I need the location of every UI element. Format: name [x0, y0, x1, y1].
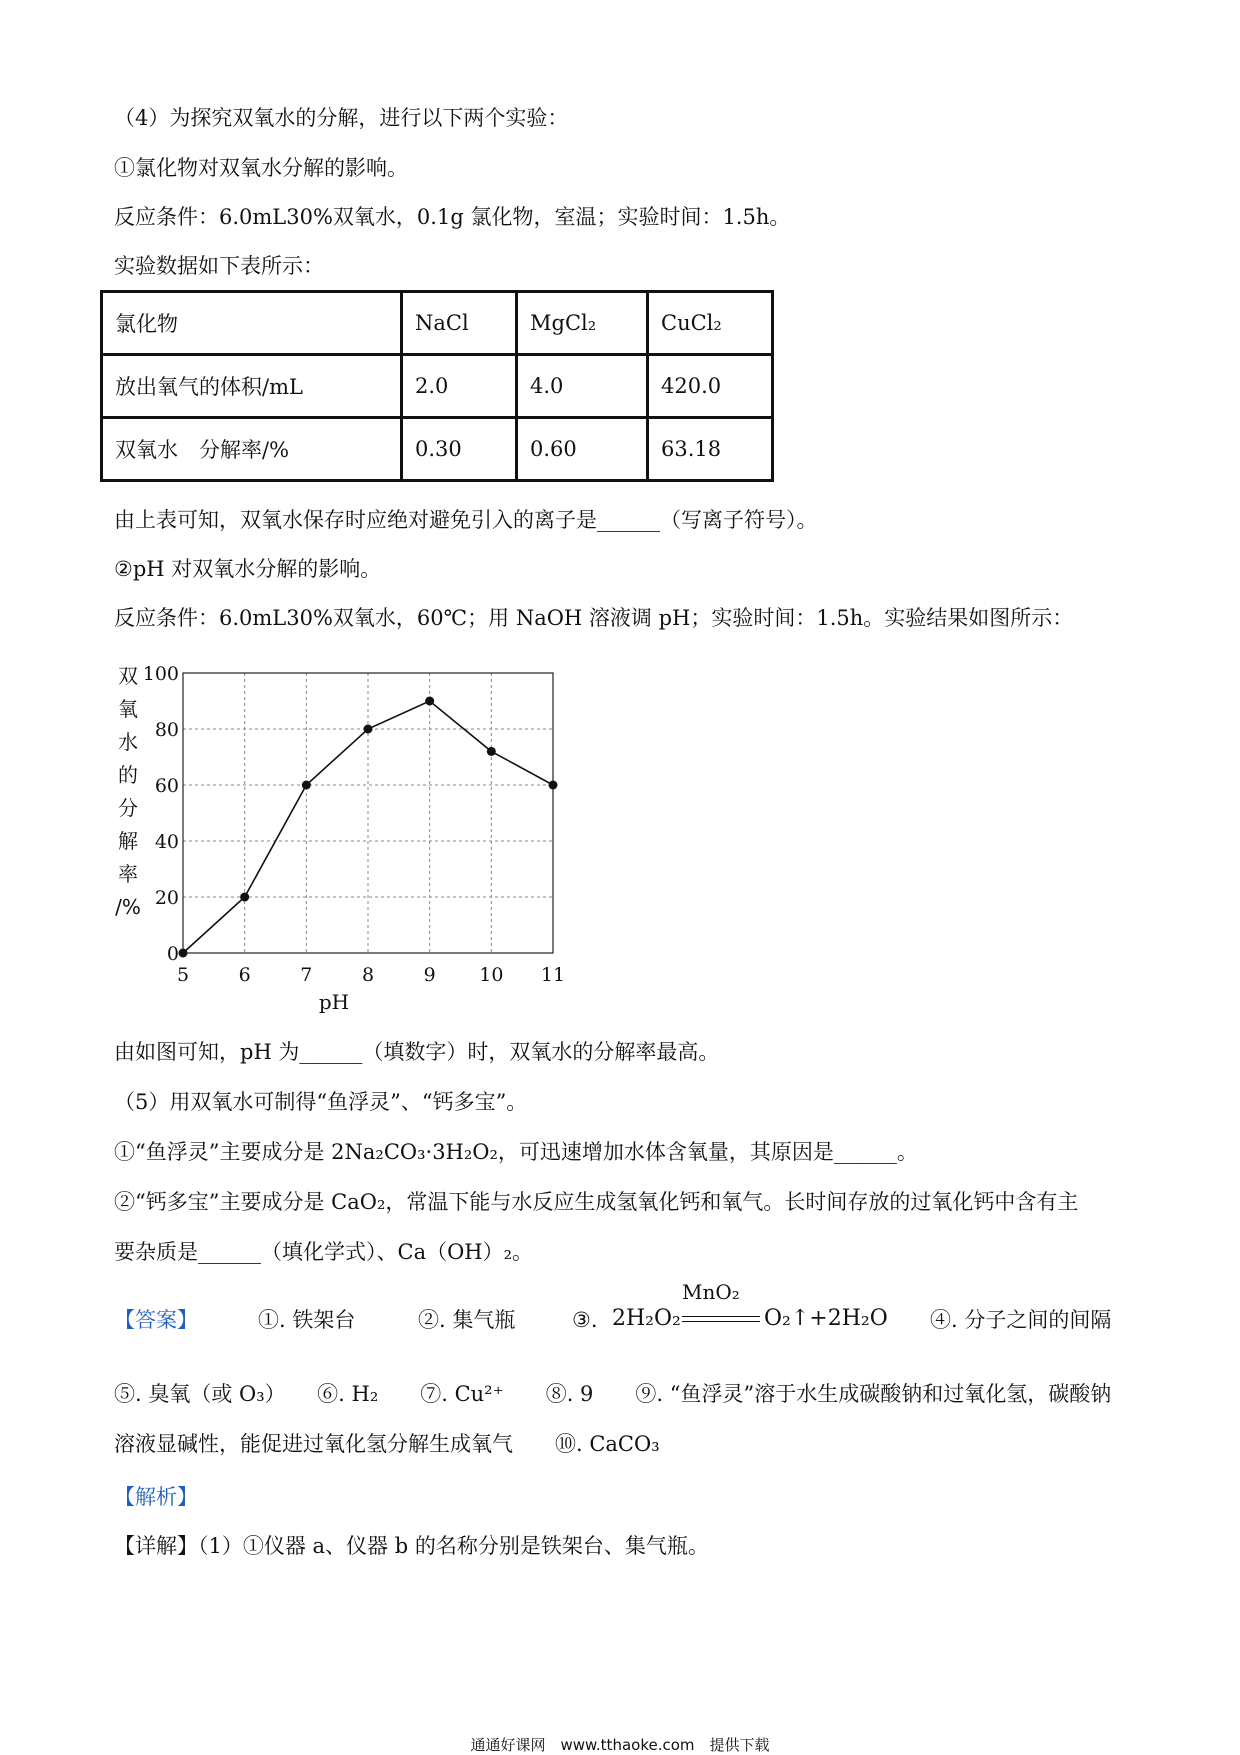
question-ion: 由上表可知，双氧水保存时应绝对避免引入的离子是______（写离子符号）。	[114, 508, 818, 532]
analysis-label: 【解析】	[114, 1485, 198, 1509]
page-footer: 通通好课网 www.tthaoke.com 提供下载	[470, 1736, 770, 1754]
equation-double-line	[682, 1316, 760, 1322]
answer-2: ②. 集气瓶	[418, 1308, 516, 1332]
answer-line2: ⑤. 臭氧（或 O₃） ⑥. H₂ ⑦. Cu²⁺ ⑧. 9 ⑨. “鱼浮灵”溶于水生成碳酸钠和过氧化氢，碳酸钠	[114, 1382, 1112, 1406]
x-tick-label: 8	[361, 964, 375, 986]
y-axis-label-char: 水	[118, 730, 138, 754]
y-axis-label-char: 的	[118, 763, 138, 787]
y-tick-label: 100	[142, 663, 179, 685]
answer-label: 【答案】	[114, 1308, 198, 1332]
data-point	[425, 697, 434, 706]
q5-2-line2: 要杂质是______（填化学式）、Ca（OH）₂。	[114, 1240, 534, 1264]
y-axis-label-char: 氧	[118, 697, 138, 721]
table-cell: 双氧水 分解率/%	[102, 418, 402, 481]
table-cell: NaCl	[402, 292, 517, 355]
y-tick-label: 20	[154, 887, 179, 909]
data-point	[179, 949, 188, 958]
table-cell: 氯化物	[102, 292, 402, 355]
answer-3-equation	[612, 1282, 892, 1338]
y-axis-label-char: 分	[118, 796, 138, 820]
y-tick-label: 0	[166, 943, 179, 965]
equation-catalyst: MnO₂	[682, 1280, 740, 1304]
x-tick-label: 7	[300, 964, 313, 986]
x-tick-label: 9	[423, 964, 436, 986]
table-row	[102, 355, 773, 418]
table-cell: 放出氧气的体积/mL	[102, 355, 402, 418]
q5-1: ①“鱼浮灵”主要成分是 2Na₂CO₃·3H₂O₂，可迅速增加水体含氧量，其原因是______。	[114, 1140, 918, 1164]
y-axis-label-char: 解	[118, 829, 138, 853]
y-axis-label-char: 率	[118, 862, 138, 886]
table-cell: MgCl₂	[517, 292, 648, 355]
exp1-conditions: 反应条件：6.0mL30%双氧水，0.1g 氯化物，室温；实验时间：1.5h。	[114, 205, 791, 229]
q4-title: （4）为探究双氧水的分解，进行以下两个实验：	[114, 106, 569, 130]
table-cell: CuCl₂	[648, 292, 773, 355]
x-tick-label: 5	[176, 964, 190, 986]
answer-3-number: ③.	[572, 1308, 598, 1332]
equation-right: O₂↑+2H₂O	[764, 1306, 888, 1331]
table-row	[102, 292, 773, 355]
data-point	[302, 781, 311, 790]
table-cell: 63.18	[648, 418, 773, 481]
q5-title: （5）用双氧水可制得“鱼浮灵”、“钙多宝”。	[114, 1090, 528, 1114]
y-tick-label: 80	[154, 719, 179, 741]
data-point	[364, 725, 373, 734]
exp2-conditions: 反应条件：6.0mL30%双氧水，60℃；用 NaOH 溶液调 pH；实验时间：1.5h。实验结果如图所示：	[114, 606, 1074, 630]
answer-1: ①. 铁架台	[258, 1308, 356, 1332]
chloride-table	[100, 290, 774, 482]
table-cell: 2.0	[402, 355, 517, 418]
question-ph: 由如图可知，pH 为______（填数字）时，双氧水的分解率最高。	[114, 1040, 720, 1064]
answer-4: ④. 分子之间的间隔	[930, 1308, 1112, 1332]
analysis-detail: 【详解】（1）①仪器 a、仪器 b 的名称分别是铁架台、集气瓶。	[114, 1534, 709, 1558]
table-row	[102, 418, 773, 481]
x-axis-label: pH	[318, 990, 350, 1014]
y-tick-label: 60	[154, 775, 179, 797]
exp1-title: ①氯化物对双氧水分解的影响。	[114, 156, 408, 180]
table-cell: 4.0	[517, 355, 648, 418]
q5-2-line1: ②“钙多宝”主要成分是 CaO₂，常温下能与水反应生成氢氧化钙和氧气。长时间存放的过氧化钙中含有主	[114, 1190, 1079, 1214]
data-point	[487, 747, 496, 756]
table-cell: 0.60	[517, 418, 648, 481]
data-point	[240, 893, 249, 902]
y-tick-label: 40	[154, 831, 179, 853]
table-cell: 420.0	[648, 355, 773, 418]
equation-left: 2H₂O₂	[612, 1306, 681, 1331]
x-tick-label: 6	[238, 964, 251, 986]
answer-line3: 溶液显碱性，能促进过氧化氢分解生成氧气 ⑩. CaCO₃	[114, 1432, 660, 1456]
x-tick-label: 10	[479, 964, 504, 986]
x-tick-label: 11	[540, 964, 566, 986]
table-intro: 实验数据如下表所示：	[114, 254, 324, 278]
ph-decomposition-chart	[110, 655, 570, 1015]
exp2-title: ②pH 对双氧水分解的影响。	[114, 557, 382, 581]
table-cell: 0.30	[402, 418, 517, 481]
y-axis-label-char: 双	[118, 664, 138, 688]
y-axis-label-char: /%	[115, 895, 141, 919]
data-point	[549, 781, 558, 790]
